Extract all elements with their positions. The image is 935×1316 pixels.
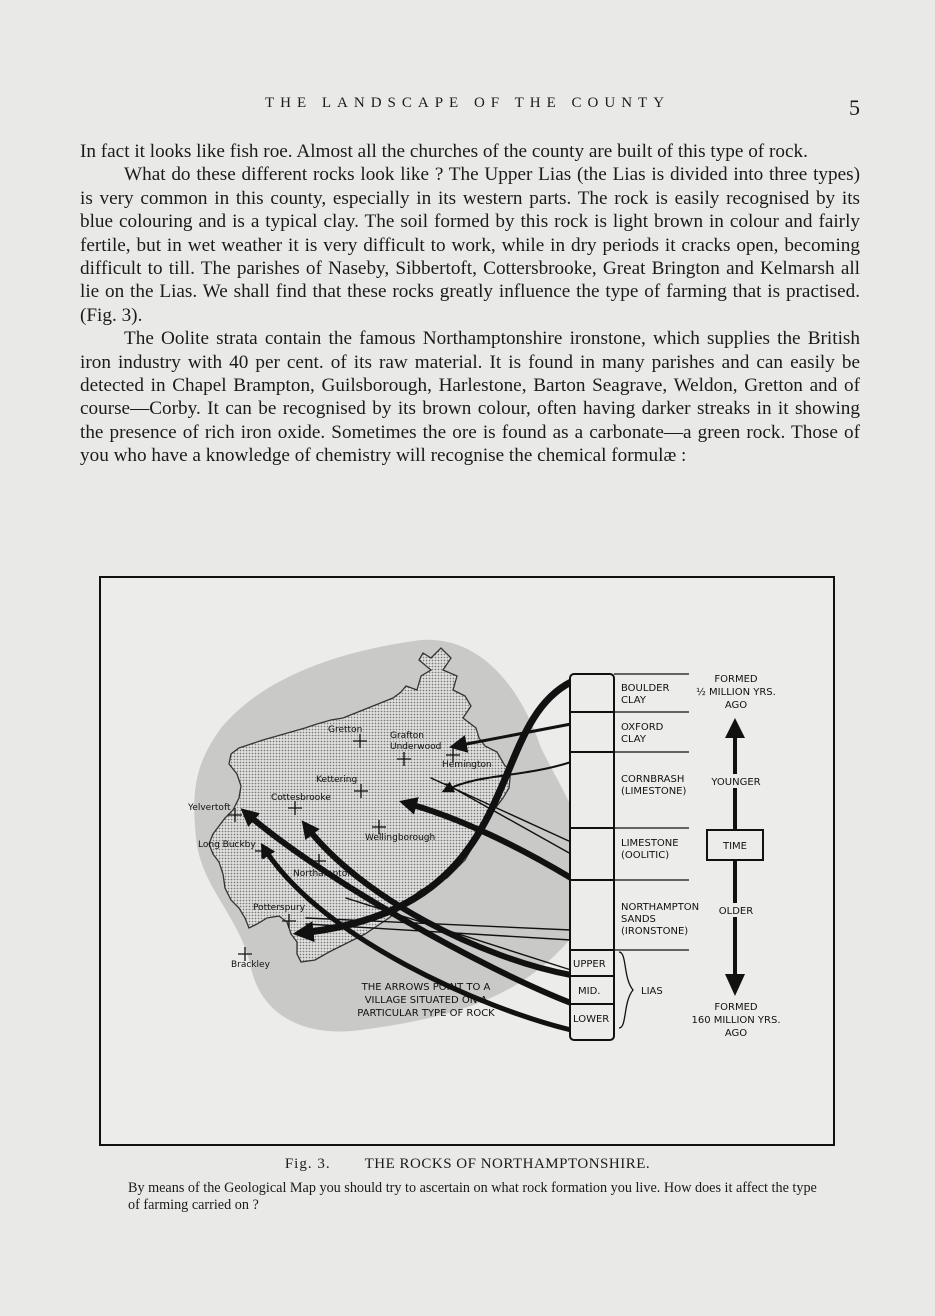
running-head: THE LANDSCAPE OF THE COUNTY <box>264 95 671 111</box>
map-note-line1: THE ARROWS POINT TO A <box>361 982 491 993</box>
figure-number: Fig. 3. <box>284 1156 331 1172</box>
stratum-oxford-clay-line1: OXFORD <box>621 722 664 733</box>
page-number: 5 <box>849 95 860 120</box>
stratum-cornbrash-line2: (LIMESTONE) <box>621 786 687 797</box>
town-northampton: Northampton <box>293 869 353 879</box>
time-older: OLDER <box>718 906 754 917</box>
figure-title: THE ROCKS OF NORTHAMPTONSHIRE. <box>364 1156 651 1172</box>
body-text <box>80 140 860 468</box>
time-top-line2: ½ MILLION YRS. <box>696 687 776 698</box>
stratum-boulder-clay-line2: CLAY <box>621 695 646 706</box>
time-arrow-down <box>725 974 745 996</box>
time-label: TIME <box>722 841 748 852</box>
time-bottom-line2: 160 MILLION YRS. <box>691 1015 781 1026</box>
time-top-line3: AGO <box>724 700 748 711</box>
map-note-line2: VILLAGE SITUATED ON A <box>364 995 488 1006</box>
geological-map-svg <box>101 578 833 1144</box>
stratum-lias-lower: LOWER <box>573 1014 610 1025</box>
stratum-lias-upper: UPPER <box>573 959 606 970</box>
geological-figure <box>99 576 835 1146</box>
town-gretton: Gretton <box>328 725 363 735</box>
town-hemington: Hemington <box>442 760 492 770</box>
town-grafton-underwood-line2: Underwood <box>390 742 442 752</box>
paragraph: The Oolite strata contain the famous Northamptonshire ironstone, which supplies the British iron industry with 40 per cent. of its raw material. It is found in many parishes and can easily be detected in Chapel Brampton, Guilsborough, Harlestone, Barton Seagrave, Weldon, Gretton and of course—Corby. It can be recognised by its brown colour, often having darker streaks in it showing the presence of rich iron oxide. Sometimes the ore is found as a carbonate—a green rock. Those of you who have a knowledge of chemistry will recognise the chemical formulæ : <box>80 328 860 467</box>
figure-note <box>128 1180 828 1214</box>
town-long-buckby: Long Buckby <box>198 840 256 850</box>
paragraph: What do these different rocks look like ? The Upper Lias (the Lias is divided into three types) is very common in this county, especially in its western parts. The rock is easily recognised by its blue colouring and is a typical clay. The soil formed by this rock is light brown in colour and fairly fertile, but in wet weather it is very difficult to work, while in dry periods it cracks open, becoming difficult to till. The parishes of Naseby, Sibbertoft, Cottersbrooke, Great Brington and Kelmarsh all lie on the Lias. We shall find that these rocks greatly influence the type of farming that is practised. (Fig. 3). <box>80 164 860 326</box>
stratum-limestone-line1: LIMESTONE <box>621 838 679 849</box>
time-bottom-line3: AGO <box>724 1028 748 1039</box>
stratum-oxford-clay-line2: CLAY <box>621 734 646 745</box>
paragraph: In fact it looks like fish roe. Almost all the churches of the county are built of this type of rock. <box>80 141 808 162</box>
time-top-line1: FORMED <box>714 674 758 685</box>
town-brackley: Brackley <box>231 960 270 970</box>
lias-brace <box>619 952 633 1028</box>
map-note-line3: PARTICULAR TYPE OF ROCK <box>357 1008 495 1019</box>
stratum-lias: LIAS <box>641 986 663 997</box>
time-bottom-line1: FORMED <box>714 1002 758 1013</box>
time-younger: YOUNGER <box>711 777 761 788</box>
stratum-limestone-line2: (OOLITIC) <box>621 850 670 861</box>
stratum-northampton-sands-line2: SANDS <box>621 914 656 925</box>
stratum-northampton-sands-line1: NORTHAMPTON <box>621 902 700 913</box>
town-wellingborough: Wellingborough <box>365 833 436 843</box>
time-arrow-up <box>725 718 745 738</box>
town-yelvertoft: Yelvertoft <box>188 803 231 813</box>
town-cottesbrooke: Cottesbrooke <box>271 793 331 803</box>
stratum-lias-mid: MID. <box>578 986 601 997</box>
figure-note-text: By means of the Geological Map you should try to ascertain on what rock formation you live. How does it affect the type of farming carried on ? <box>128 1180 817 1213</box>
stratum-boulder-clay-line1: BOULDER <box>621 683 670 694</box>
figure-caption <box>0 1156 935 1173</box>
town-grafton-underwood-line1: Grafton <box>390 731 424 741</box>
town-potterspury: Potterspury <box>253 903 306 913</box>
stratum-northampton-sands-line3: (IRONSTONE) <box>621 926 689 937</box>
stratum-cornbrash-line1: CORNBRASH <box>621 774 685 785</box>
town-kettering: Kettering <box>316 775 358 785</box>
